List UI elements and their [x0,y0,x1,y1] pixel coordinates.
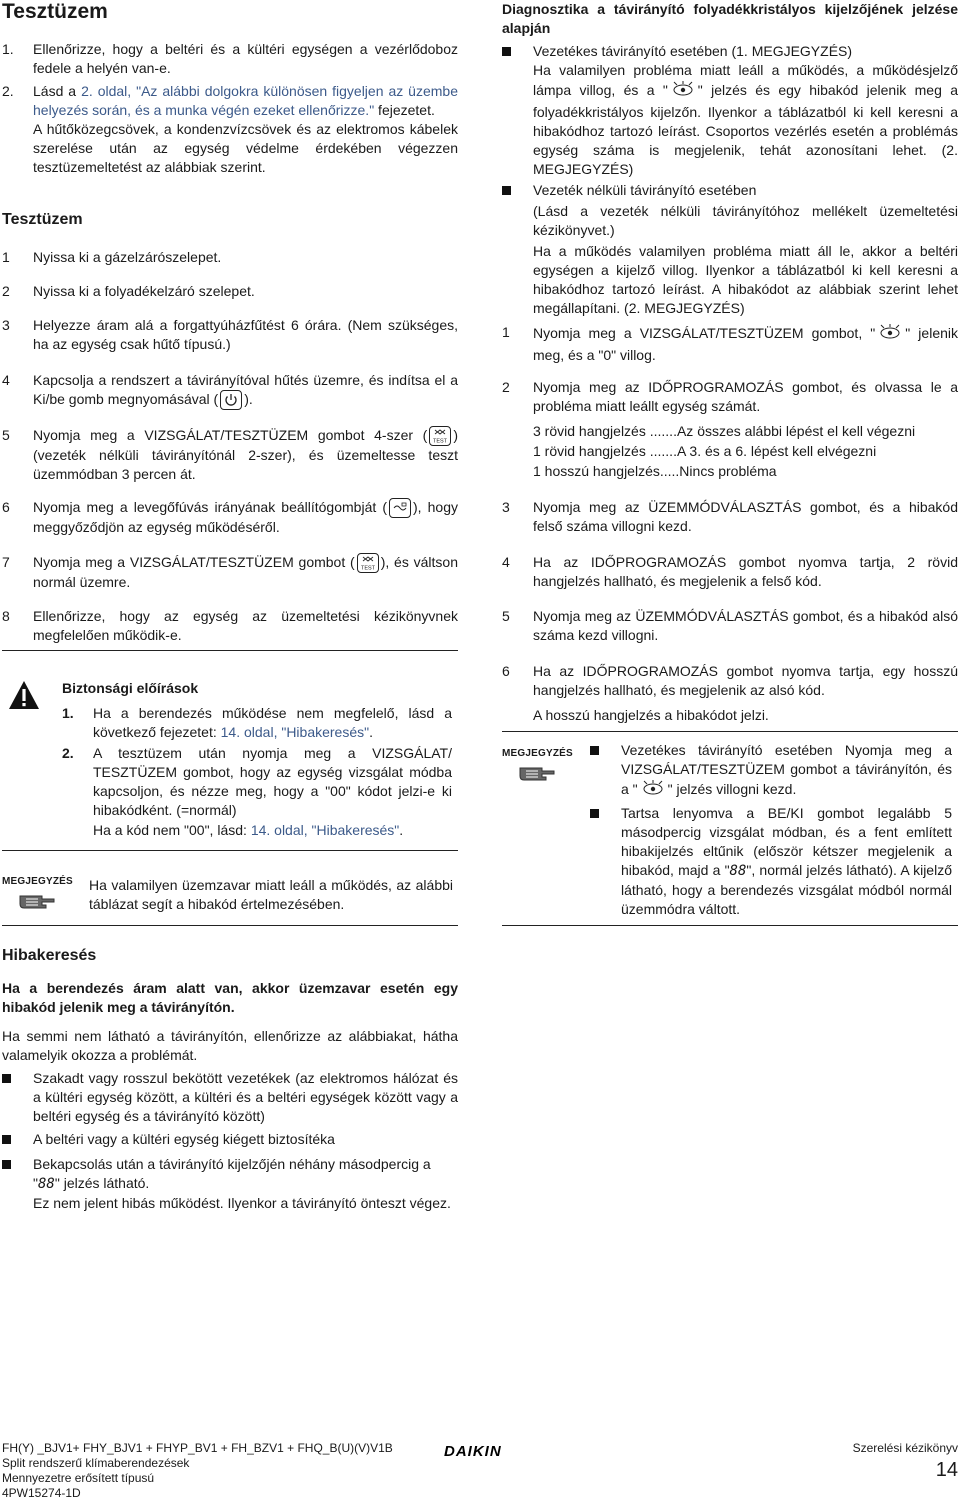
safety-num: 1. [62,705,74,721]
bullet-text: Bekapcsolás után a távirányító kijelzőjén néhány másodpercig a " [33,1156,431,1191]
step-text: Helyezze áram alá a forgattyúházfűtést 6 órára. (Nem szükséges, ha az egység csak hűtő típusú.) [33,317,458,352]
pointing-hand-icon [18,890,58,919]
inspection-eye-icon [875,323,905,346]
diag-step-1 [502,323,958,365]
page-link[interactable]: 14. oldal, "Hibakeresés" [220,724,370,740]
step-number: 8 [2,608,10,624]
intro-item-1 [2,40,458,78]
bullet-item-2 [2,1130,458,1149]
beep-line: 1 hosszú hangjelzés.....Nincs probléma [533,463,777,479]
inspection-eye-icon [668,80,698,103]
note-text: Tartsa lenyomva a BE/KI gombot legalább 5 másodpercig vizsgálat módban, és a fent említett hibakijelzés eltűnik (először kétszer megjelenik a hibakód, majd a " [621,805,952,878]
bullet-text: Ez nem jelent hibás működést. Ilyenkor a távirányító önteszt végez. [33,1195,451,1211]
divider [2,650,458,651]
step-number: 2 [502,379,510,395]
note-text: ", normál jelzés látható). A kijelző látható, hogy a berendezés vizsgálat módból normál üzemmódra váltott. [621,862,952,917]
bullet-text: (Lásd a vezeték nélküli távirányítóhoz mellékelt üzemeltetési kézikönyvet.) [533,203,958,238]
bullet-heading: Vezeték nélküli távirányító esetében [533,182,757,198]
page-link[interactable]: 14. oldal, "Hibakeresés" [250,822,400,838]
intro-paragraph: A hűtőközegcsövek, a kondenzvízcsövek és az elektromos kábelek szerelése után az egység védelme érdekében végezzen tesztüzemeltetést az alábbiak szerint. [33,121,458,175]
intro-text: Lásd a [33,83,82,99]
step-text: Nyissa ki a gázelzárószelepet. [33,249,222,265]
bullet-square [2,1135,11,1144]
test-icon-label: TEST [433,438,448,445]
beep-line: 1 rövid hangjelzés .......A 3. és a 6. lépést kell elvégezni [533,443,877,459]
footer-line: Split rendszerű klímaberendezések [2,1456,190,1470]
diag-bullet-1 [502,42,958,179]
step-text: Nyissa ki a folyadékelzáró szelepet. [33,283,255,299]
footer-left [2,1441,393,1501]
diagnostics-title: Diagnosztika a távirányító folyadékkristályos kijelzőjének jelzése alapján [502,1,958,36]
footer-right [853,1441,958,1482]
intro-item-2 [2,82,458,120]
intro-text: fejezetet. [374,102,435,118]
page-number: 14 [935,1459,958,1481]
diag-step-2 [502,378,958,481]
intro-num: 2. [2,83,14,99]
diag-step-4 [502,553,958,591]
note-text: Vezetékes távirányító esetében Nyomja meg a VIZSGÁLAT/TESZTÜZEM gombot a távirányítón, és a " [621,742,952,798]
step-number: 4 [502,554,510,570]
bullet-square [590,809,599,818]
step-number: 4 [2,372,10,388]
test-button-icon [429,426,451,446]
diag-step-6 [502,662,958,725]
step-text: ), és váltson normál üzemre. [33,554,458,591]
step-text: Ha az IDŐPROGRAMOZÁS gombot nyomva tartja, 2 rövid hangjelzés hallható, és megjelenik a felső kód. [533,554,958,589]
step-text: " jelenik meg, és a "0" villog. [533,325,958,363]
pointing-hand-icon [518,762,558,791]
bullet-item-3 [2,1155,458,1213]
step-number: 7 [2,554,10,570]
safety-num: 2. [62,745,74,761]
test-icon-label: TEST [360,565,375,572]
step-number: 3 [502,499,510,515]
step-7 [2,553,458,592]
note-tag: MEGJEGYZÉS [502,748,573,759]
bullet-item-1 [2,1069,458,1126]
step-4 [2,371,458,410]
bullet-text: Ha valamilyen probléma miatt leáll a működés, a működésjelző lámpa villog, és a " [533,62,958,99]
section-title-hibakereses: Hibakeresés [2,947,97,964]
troubleshooting-lead: Ha a berendezés áram alatt van, akkor üzemzavar esetén egy hibakód jelenik meg a távirányítón. [2,980,458,1015]
troubleshooting-paragraph: Ha semmi nem látható a távirányítón, ellenőrizze az alábbiakat, hátha valamelyik okozza a problémát. [2,1028,458,1063]
safety-item-2 [62,744,452,840]
step-number: 5 [2,427,10,443]
divider [2,925,458,926]
bullet-text: A beltéri vagy a kültéri egység kiégett biztosítéka [33,1131,335,1147]
safety-text: . [399,822,404,838]
step-text: ) (vezeték nélküli távirányítónál 2-szer), és üzemeltesse teszt üzemmódban 3 percen át. [33,427,458,483]
intro-num: 1. [2,41,14,57]
divider [502,731,958,732]
step-8 [2,607,458,645]
power-button-icon [220,390,242,410]
segment-display-code: 88 [37,1176,55,1192]
step-text: Nyomja meg az IDŐPROGRAMOZÁS gombot, és olvassa le a probléma miatt leállt egység számát. [533,379,958,414]
note-tag: MEGJEGYZÉS [2,876,73,887]
bullet-text: Szakadt vagy rosszul bekötött vezetékek (az elektromos hálózat és a kültéri egység között, a kültéri és a beltéri egységek között vagy a beltéri egység és a távirányító között) [33,1070,458,1124]
note-bullet-1 [590,741,952,802]
note-text: Ha valamilyen üzemzavar miatt leáll a működés, az alábbi táblázat segít a hibakód értelmezésében. [89,877,453,912]
footer-manual-name: Szerelési kézikönyv [852,1441,958,1455]
step-text: Nyomja meg a levegőfúvás irányának beállítógombját ( [33,499,387,515]
airflow-direction-icon [389,498,411,518]
footer-doc-code: 4PW15274-1D [2,1486,81,1500]
safety-text: . [369,724,373,740]
step-text: Nyomja meg az ÜZEMMÓDVÁLASZTÁS gombot, és a hibakód alsó száma kezd villogni. [533,608,958,643]
diag-bullet-2 [502,181,958,318]
note-bullet-2 [590,804,952,919]
step-3 [2,316,458,354]
step-number: 1 [502,324,510,340]
page-title: Tesztüzem [2,0,108,23]
test-button-icon [357,553,379,573]
divider [2,850,458,851]
bullet-heading: Vezetékes távirányító esetében (1. MEGJEGYZÉS) [533,43,853,59]
warning-icon [8,680,40,715]
diag-step-3 [502,498,958,536]
step-text: Ellenőrizze, hogy az egység az üzemeltetési kézikönyvnek megfelelően működik-e. [33,608,458,643]
safety-text: Ha a berendezés működése nem megfelelő, lásd a következő fejezetet: [93,705,452,740]
step-1 [2,248,458,267]
segment-display-code: 88 [729,863,747,879]
inspection-eye-icon [638,779,668,802]
step-number: 1 [2,249,10,265]
safety-title: Biztonsági előírások [62,680,199,696]
section-title-tesztuzem: Tesztüzem [2,211,83,228]
bullet-square [502,47,511,56]
safety-item-1 [62,704,452,742]
step-5 [2,426,458,484]
step-text: A hosszú hangjelzés a hibakódot jelzi. [533,707,769,723]
step-text: ), hogy meggyőződjön az egység működéséről. [33,499,458,536]
bullet-square [590,746,599,755]
step-number: 5 [502,608,510,624]
step-text: Nyomja meg a VIZSGÁLAT/TESZTÜZEM gombot ( [33,554,355,570]
step-number: 2 [2,283,10,299]
beep-line: 3 rövid hangjelzés .......Az összes alábbi lépést el kell végezni [533,423,916,439]
step-6 [2,498,458,537]
page-link[interactable]: 2. oldal, "Az alábbi dolgokra különösen figyeljen az üzembe helyezés során, és a munka végén ezeket ellenőrizze." [33,83,458,118]
footer-line: Mennyezetre erősített típusú [2,1471,155,1485]
step-text: Kapcsolja a rendszert a távirányítóval hűtés üzemre, és indítsa el a Ki/be gomb megnyomásával ( [33,372,458,407]
step-text: ). [244,391,253,407]
step-number: 6 [2,499,10,515]
bullet-square [2,1160,11,1169]
step-text: Nyomja meg az ÜZEMMÓDVÁLASZTÁS gombot, és a hibakód felső száma villogni kezd. [533,499,958,534]
bullet-square [502,186,511,195]
step-number: 3 [2,317,10,333]
bullet-text: Ha a működés valamilyen probléma miatt áll le, akkor a beltéri egységen a kijelző villog. Ilyenkor a táblázatból ki kell keresni a hibakódhoz tartozó leírást. A hibakódot az alábbiak szerint lehet megállapítani. (2. MEGJEGYZÉS) [533,243,958,316]
footer-model: FH(Y) _BJV1+ FHY_BJV1 + FHYP_BV1 + FH_BZV1 + FHQ_B(U)(V)V1B [2,1441,393,1455]
safety-text: A tesztüzem után nyomja meg a VIZSGÁLAT/ TESZTÜZEM gombot, hogy az egység vizsgálat módba kapcsoljon, és nézze meg, hogy a "00" kódot jelzi-e ki hibakódként. (=normál) [93,745,452,818]
step-number: 6 [502,663,510,679]
bullet-text: " jelzés látható. [54,1175,150,1191]
diag-step-5 [502,607,958,645]
step-2 [2,282,458,301]
safety-text: Ha a kód nem "00", lásd: [93,822,251,838]
intro-text: Ellenőrizze, hogy a beltéri és a kültéri egységen a vezérlődoboz fedele a helyén van-e. [33,41,458,76]
divider [502,925,958,926]
note-text: " jelzés villogni kezd. [667,781,797,798]
step-text: Nyomja meg a VIZSGÁLAT/TESZTÜZEM gombot, " [533,325,876,342]
step-text: Ha az IDŐPROGRAMOZÁS gombot nyomva tartja, egy hosszú hangjelzés hallható, és megjelenik az alsó kód. [533,663,958,698]
bullet-text: " jelzés és egy hibakód jelenik meg a folyadékkristályos kijelzőn. Ilyenkor a táblázatból ki kell keresni a hibakódhoz tartozó leírást. Csoportos vezérlés esetén a problémás egység száma is megjelenik, tehát azonosítani lehet. (2. MEGJEGYZÉS) [533,82,958,177]
bullet-square [2,1074,11,1083]
step-text: Nyomja meg a VIZSGÁLAT/TESZTÜZEM gombot 4-szer ( [33,427,428,443]
daikin-logo: DAIKIN [444,1443,502,1460]
